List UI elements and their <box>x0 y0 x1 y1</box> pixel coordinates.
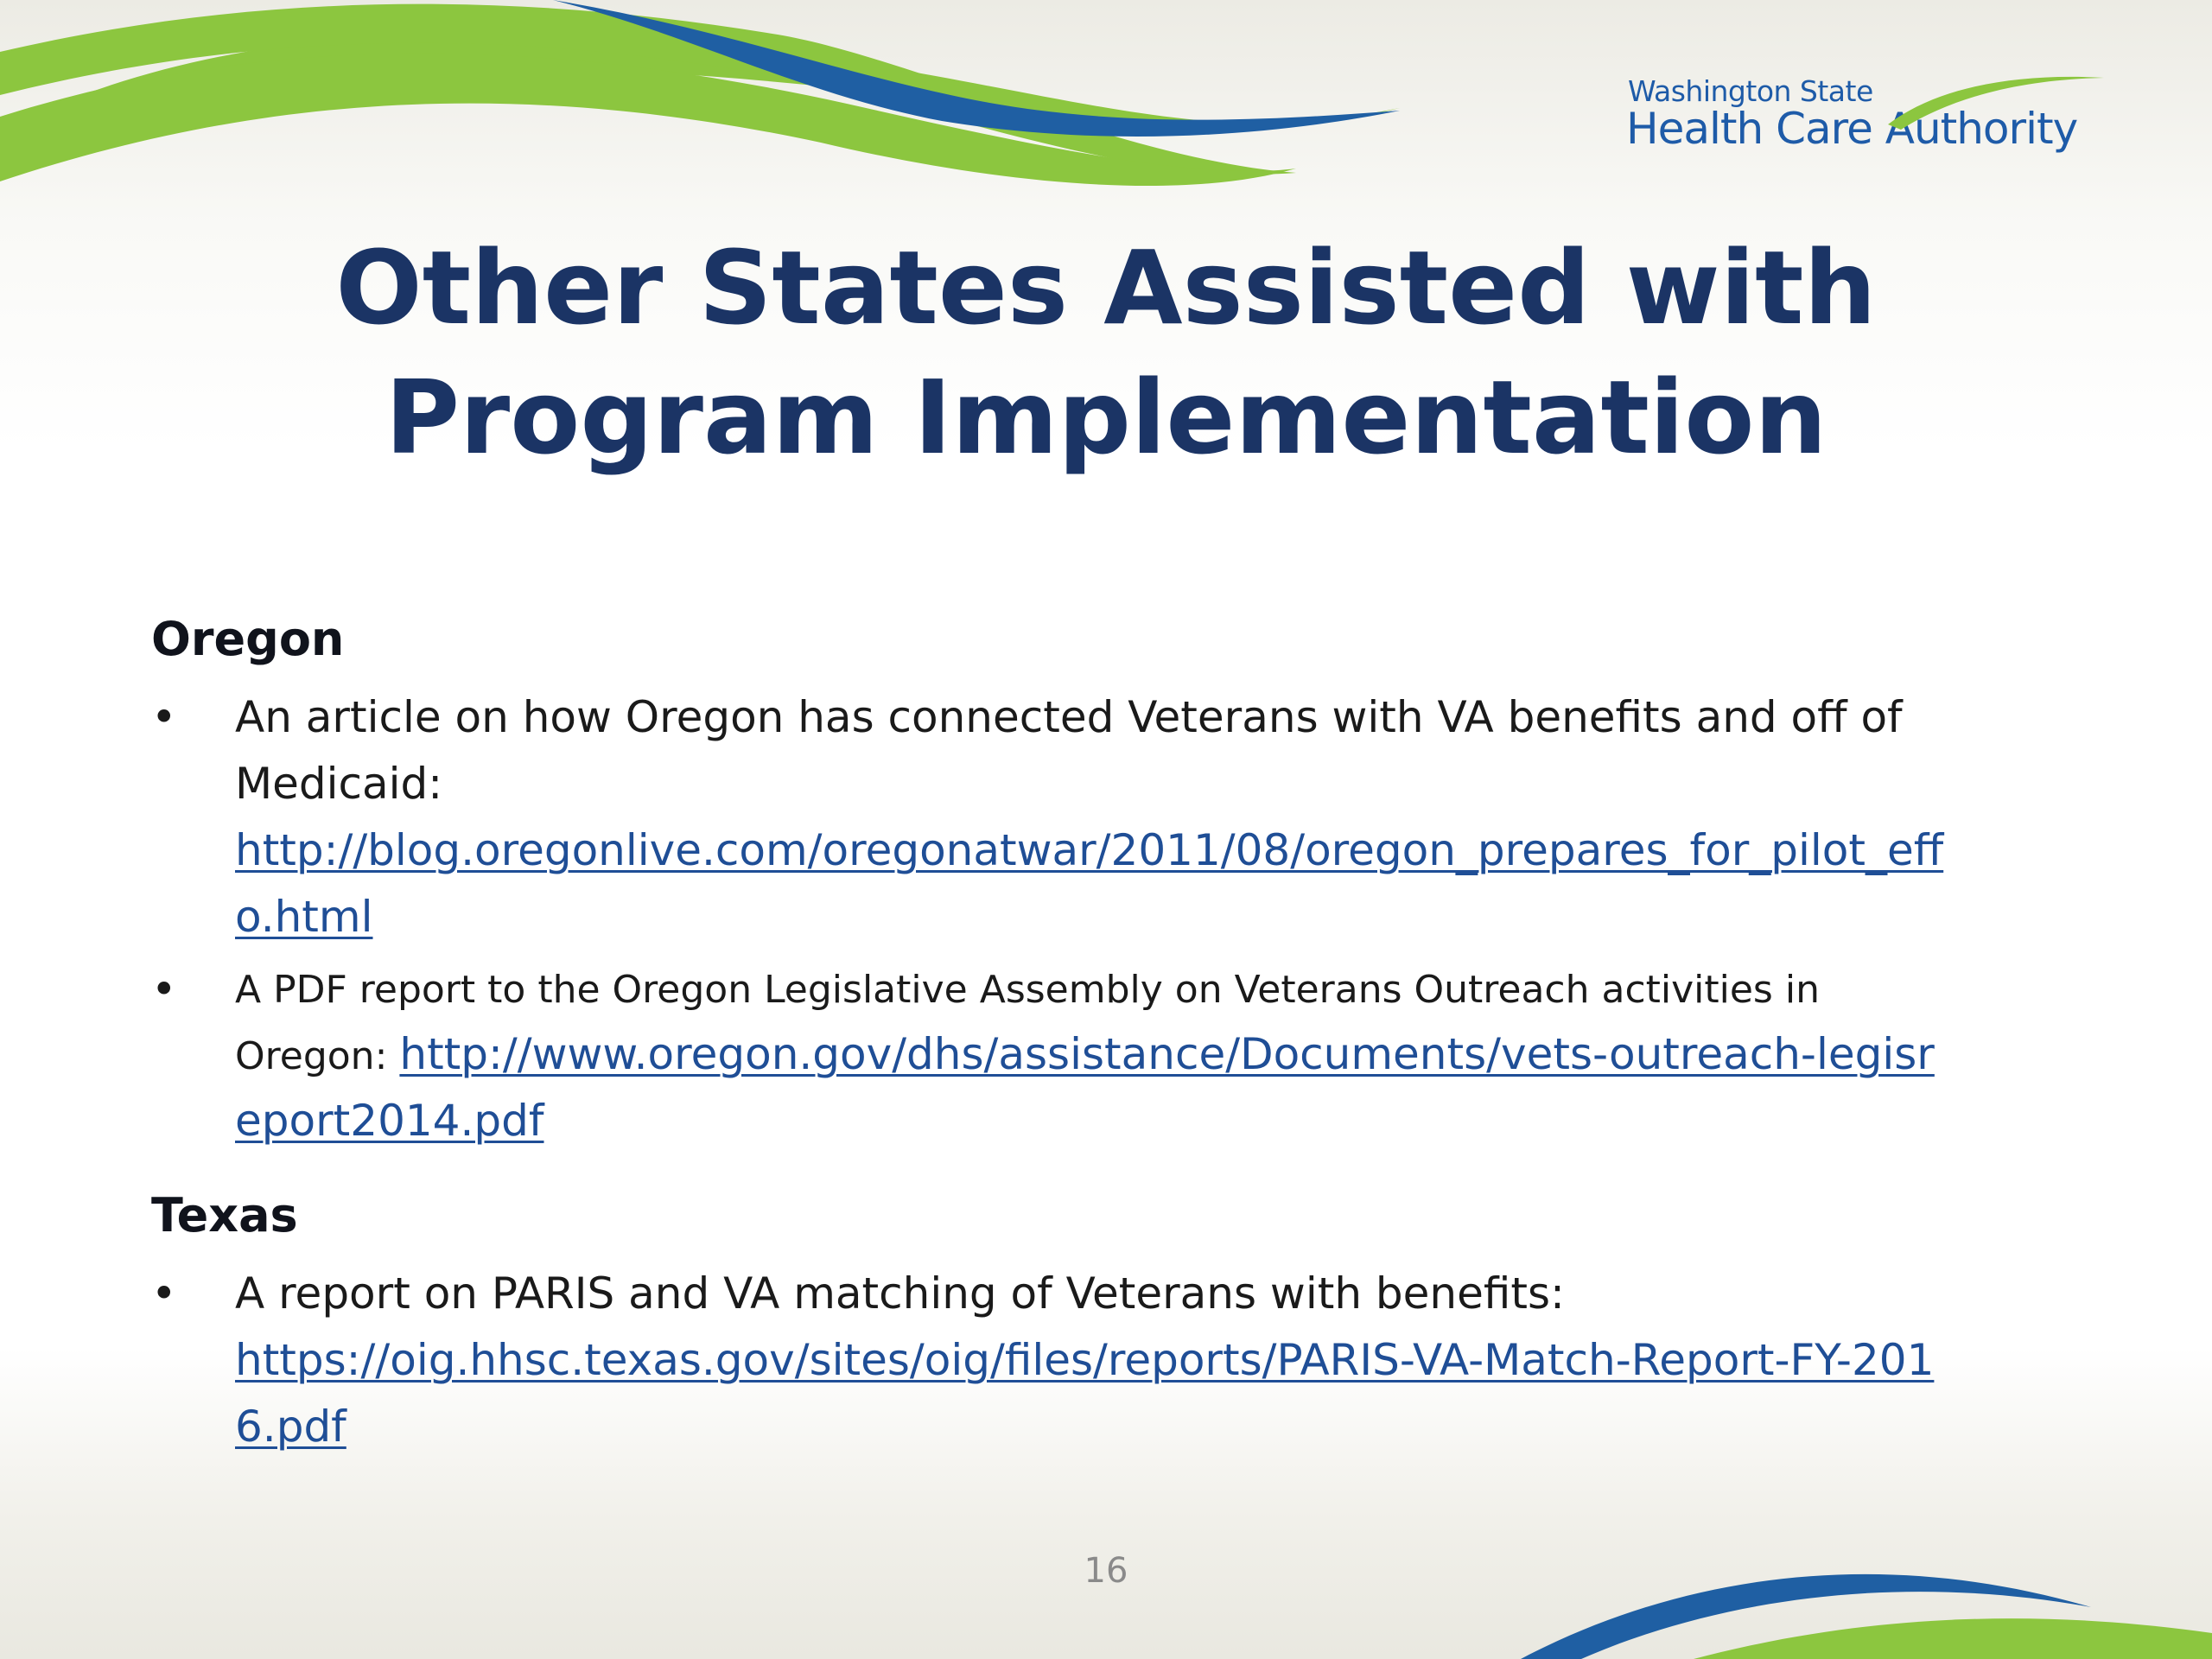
item-text: A PDF report to the Oregon Legislative Assembly on Veterans Outreach activities in Oregon: <box>235 968 1820 1078</box>
oregonlive-article-link[interactable]: http://blog.oregonlive.com/oregonatwar/2011/08/oregon_prepares_for_pilot_effo.html <box>235 825 1944 942</box>
item-text: A report on PARIS and VA matching of Veterans with benefits: <box>235 1268 1565 1319</box>
oregon-gov-report-link[interactable]: http://www.oregon.gov/dhs/assistance/Documents/vets-outreach-legisreport2014.pdf <box>235 1029 1935 1146</box>
texas-paris-report-link[interactable]: https://oig.hhsc.texas.gov/sites/oig/files/reports/PARIS-VA-Match-Report-FY-2016.pdf <box>235 1335 1935 1452</box>
section-heading-texas: Texas <box>151 1188 298 1243</box>
section-heading-oregon: Oregon <box>151 612 345 666</box>
page-number: 16 <box>1084 1551 1128 1591</box>
item-text: An article on how Oregon has connected Veterans with VA benefits and off of Medicaid: <box>235 692 1903 809</box>
bullet-icon: • <box>151 692 177 742</box>
logo-line1: Washington State <box>1628 74 1873 108</box>
bullet-icon: • <box>151 1268 177 1319</box>
logo-line2: Health Care Authority <box>1626 104 2078 154</box>
bullet-icon: • <box>151 964 177 1014</box>
slide-title: Other States Assisted with Program Implementation <box>335 228 1877 477</box>
